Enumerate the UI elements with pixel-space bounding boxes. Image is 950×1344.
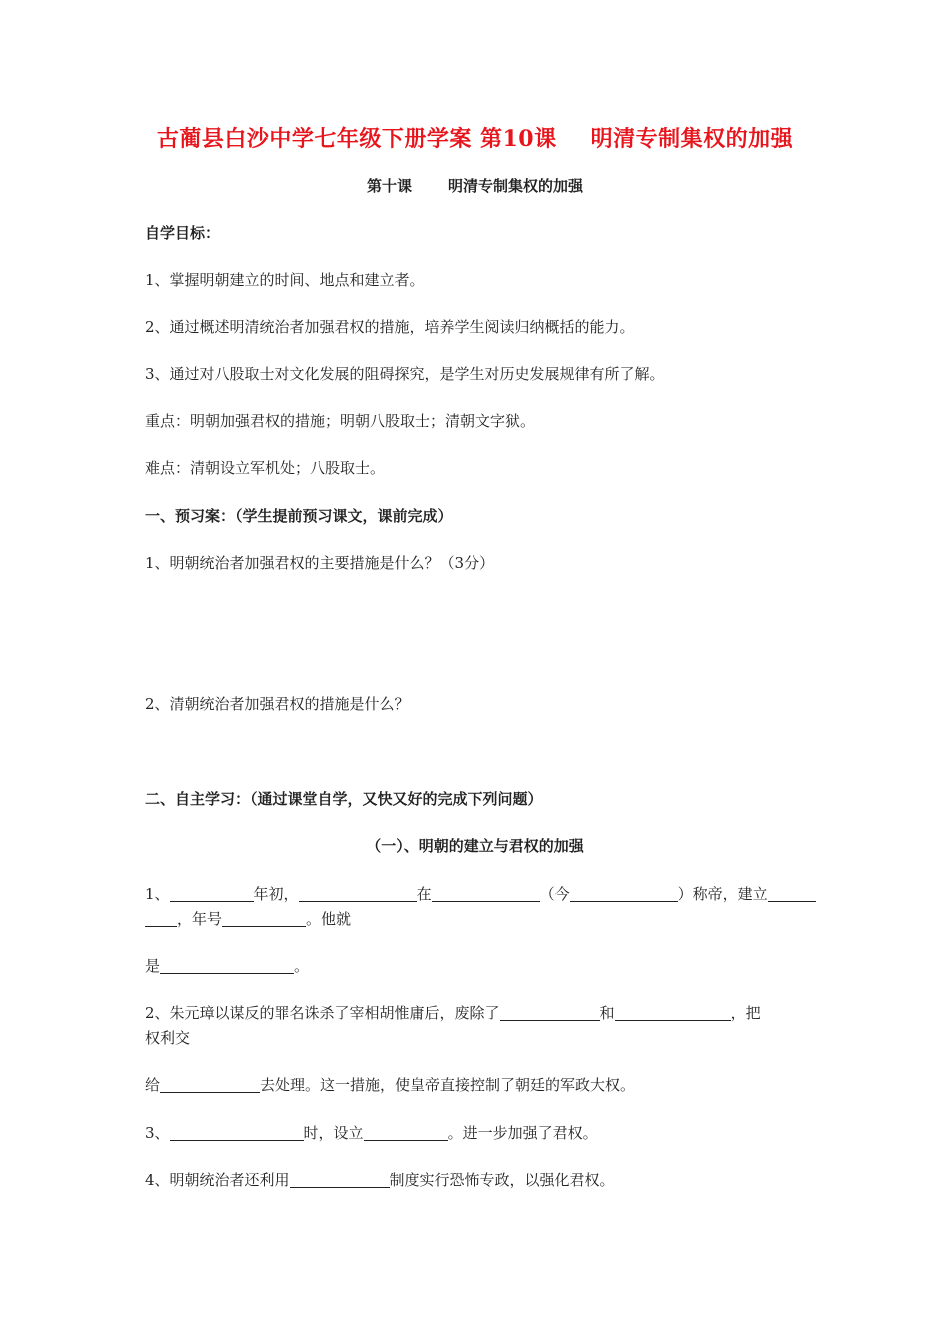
fill-question-1-end: 是 。: [145, 957, 310, 975]
answer-blank[interactable]: [170, 1125, 304, 1141]
answer-blank[interactable]: [299, 886, 417, 902]
answer-blank[interactable]: [615, 1005, 731, 1021]
difficulties: 难点：清朝设立军机处；八股取士。: [145, 459, 386, 477]
answer-blank[interactable]: [432, 886, 540, 902]
fill-question-1-cont: ，年号 。他就: [145, 908, 351, 929]
key-points: 重点：明朝加强君权的措施；明朝八股取士；清朝文字狱。: [145, 412, 536, 430]
answer-blank[interactable]: [768, 886, 816, 902]
answer-blank[interactable]: [570, 886, 678, 902]
self-study-heading: 二、自主学习：（通过课堂自学，又快又好的完成下列问题）: [145, 790, 543, 808]
fill-question-1: 1、 年初， 在 （今 ）称帝，建立: [145, 883, 816, 904]
preview-question-2: 2、清朝统治者加强君权的措施是什么？: [145, 695, 410, 713]
fill-question-2-cont: 权利交: [145, 1029, 191, 1047]
lesson-subtitle: [0, 175, 950, 196]
subtitle-lesson: 第十课: [366, 177, 412, 195]
answer-blank[interactable]: [290, 1172, 390, 1188]
answer-blank[interactable]: [222, 911, 306, 927]
preview-heading: 一、预习案：（学生提前预习课文，课前完成）: [145, 507, 453, 525]
answer-blank[interactable]: [145, 911, 177, 927]
objectives-heading: 自学目标：: [145, 224, 221, 242]
answer-blank[interactable]: [500, 1005, 600, 1021]
subtitle-topic: 明清专制集权的加强: [448, 177, 584, 195]
answer-blank[interactable]: [170, 886, 254, 902]
answer-blank[interactable]: [160, 1077, 260, 1093]
fill-question-2-end: 给 去处理。这一措施，使皇帝直接控制了朝廷的军政大权。: [145, 1076, 636, 1094]
title-school-lesson: 古蔺县白沙中学七年级下册学案 第10课: [156, 126, 557, 152]
fill-question-2: 2、朱元璋以谋反的罪名诛杀了宰相胡惟庸后，废除了 和 ，把: [145, 1004, 761, 1022]
objective-item: 1、掌握明朝建立的时间、地点和建立者。: [145, 271, 425, 289]
fill-question-4: 4、明朝统治者还利用 制度实行恐怖专政，以强化君权。: [145, 1171, 615, 1189]
fill-question-3: 3、 时，设立 。进一步加强了君权。: [145, 1124, 598, 1142]
objective-item: 2、通过概述明清统治者加强君权的措施，培养学生阅读归纳概括的能力。: [145, 318, 635, 336]
preview-question-1: 1、明朝统治者加强君权的主要措施是什么？（3分）: [145, 554, 495, 572]
document-title: [0, 122, 950, 153]
answer-blank[interactable]: [160, 958, 294, 974]
answer-blank[interactable]: [364, 1125, 448, 1141]
title-topic: 明清专制集权的加强: [590, 126, 794, 152]
objective-item: 3、通过对八股取士对文化发展的阻碍探究，是学生对历史发展规律有所了解。: [145, 365, 665, 383]
section-title: （一）、明朝的建立与君权的加强: [366, 837, 584, 855]
